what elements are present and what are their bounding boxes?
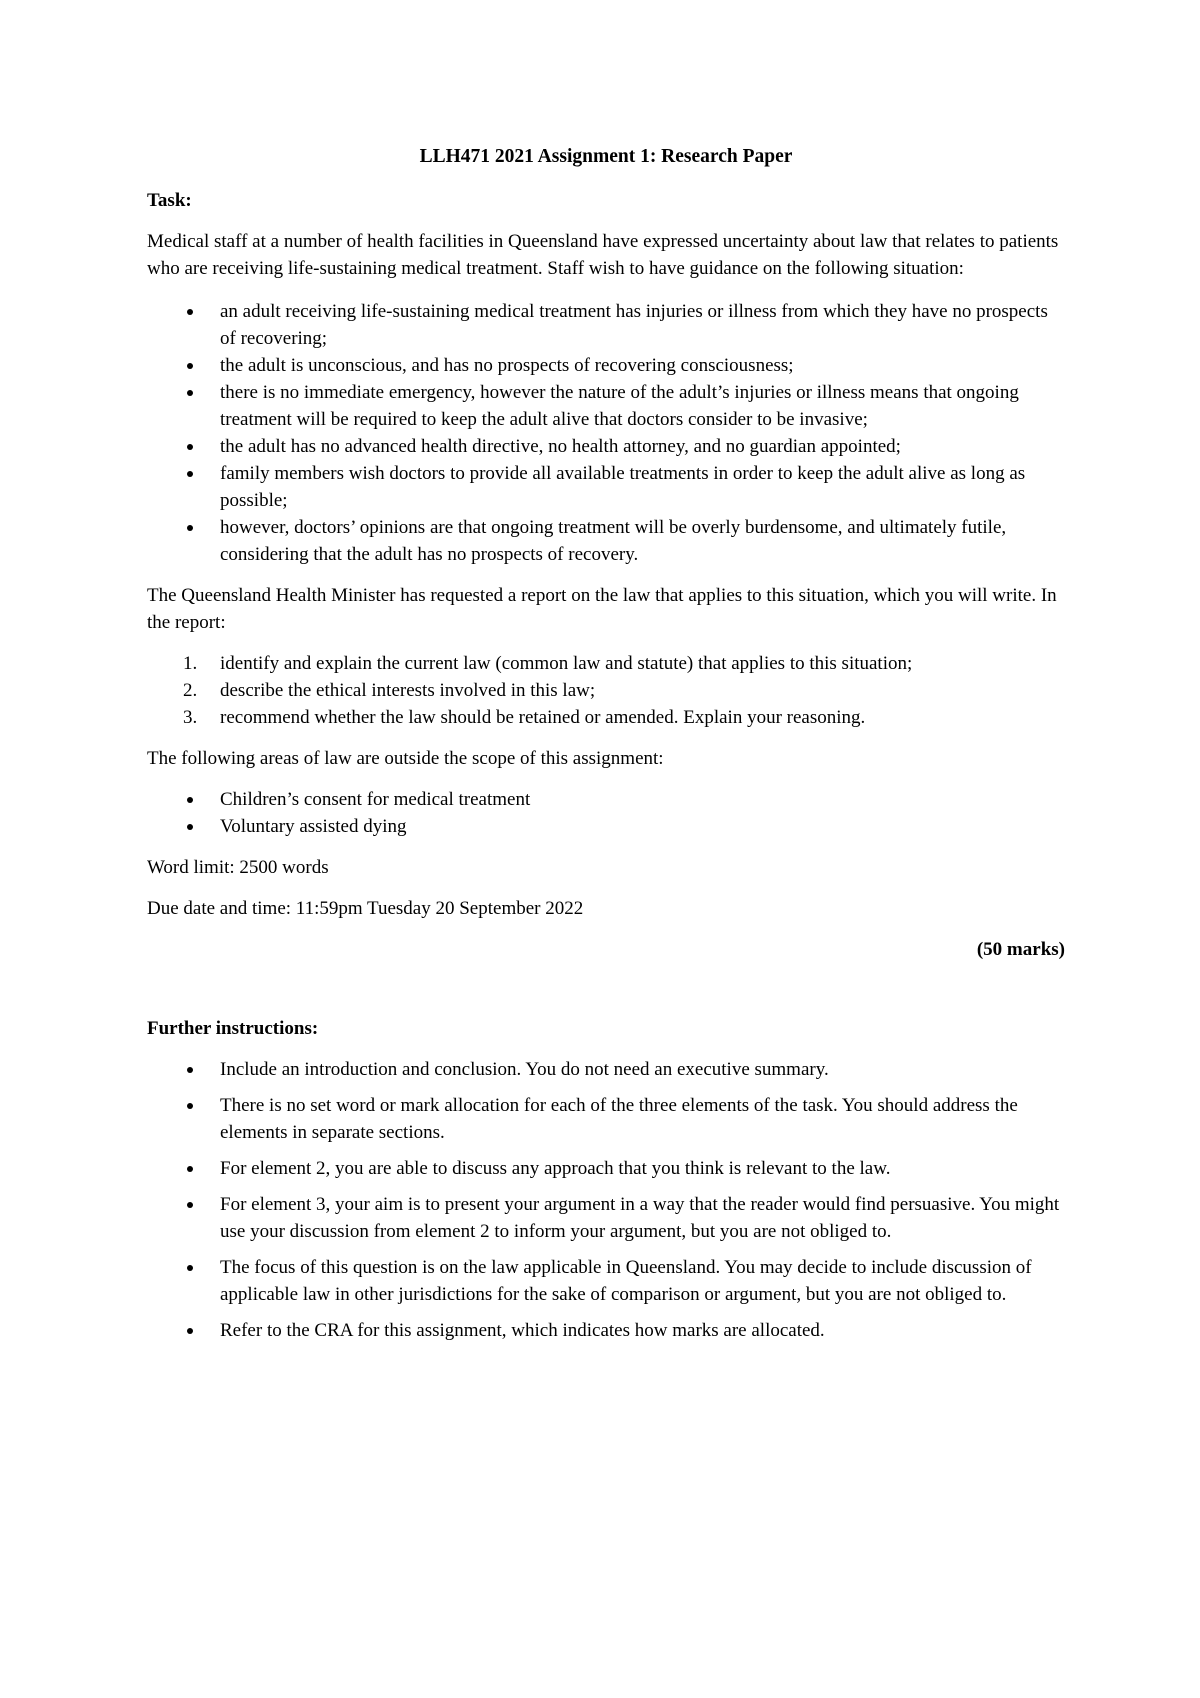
- scope-intro: The following areas of law are outside the scope of this assignment:: [147, 748, 664, 769]
- list-item: Refer to the CRA for this assignment, which indicates how marks are allocated.: [147, 1317, 1065, 1344]
- due-date: Due date and time: 11:59pm Tuesday 20 September 2022: [147, 898, 584, 919]
- list-item: Include an introduction and conclusion. You do not need an executive summary.: [147, 1056, 1065, 1083]
- scope-list: [147, 786, 1065, 840]
- task-heading: Task:: [147, 190, 192, 211]
- situation-list: [147, 298, 1065, 568]
- list-item: the adult has no advanced health directive, no health attorney, and no guardian appointed;: [147, 433, 1065, 460]
- list-item: For element 2, you are able to discuss any approach that you think is relevant to the law.: [147, 1155, 1065, 1182]
- word-limit: Word limit: 2500 words: [147, 857, 329, 878]
- list-item: there is no immediate emergency, however the nature of the adult’s injuries or illness means that ongoing treatment will be required to keep the adult alive that doctors consider to be invasive;: [147, 379, 1065, 433]
- report-intro: The Queensland Health Minister has requested a report on the law that applies to this situation, which you will write. In the report:: [147, 585, 1057, 633]
- marks-total: (50 marks): [976, 939, 1065, 960]
- report-items-list: [147, 650, 1065, 731]
- list-item: The focus of this question is on the law applicable in Queensland. You may decide to include discussion of applicable law in other jurisdictions for the sake of comparison or argument, but you are not obliged to.: [147, 1254, 1065, 1308]
- list-number: 2.: [183, 680, 198, 701]
- intro-paragraph: Medical staff at a number of health facilities in Queensland have expressed uncertainty about law that relates to patients who are receiving life-sustaining medical treatment. Staff wish to have guidance on the following situation:: [147, 231, 1059, 279]
- list-item: the adult is unconscious, and has no prospects of recovering consciousness;: [147, 352, 1065, 379]
- list-item-text: identify and explain the current law (common law and statute) that applies to this situation;: [220, 653, 913, 674]
- list-item: Children’s consent for medical treatment: [147, 786, 1065, 813]
- list-item: Voluntary assisted dying: [147, 813, 1065, 840]
- list-item: There is no set word or mark allocation for each of the three elements of the task. You should address the elements in separate sections.: [147, 1092, 1065, 1146]
- list-item: an adult receiving life-sustaining medical treatment has injuries or illness from which they have no prospects of recovering;: [147, 298, 1065, 352]
- list-item: For element 3, your aim is to present your argument in a way that the reader would find persuasive. You might use your discussion from element 2 to inform your argument, but you are not obliged to.: [147, 1191, 1065, 1245]
- list-item: family members wish doctors to provide all available treatments in order to keep the adult alive as long as possible;: [147, 460, 1065, 514]
- list-item: however, doctors’ opinions are that ongoing treatment will be overly burdensome, and ultimately futile, considering that the adult has no prospects of recovery.: [147, 514, 1065, 568]
- document-page: [147, 143, 1065, 1353]
- list-number: 1.: [183, 653, 198, 674]
- page-title: LLH471 2021 Assignment 1: Research Paper: [419, 146, 793, 167]
- list-item: [147, 704, 1065, 731]
- further-instructions-list: [147, 1056, 1065, 1344]
- further-instructions-heading: Further instructions:: [147, 1018, 319, 1039]
- list-item-text: describe the ethical interests involved in this law;: [220, 680, 596, 701]
- list-number: 3.: [183, 707, 198, 728]
- list-item: [147, 650, 1065, 677]
- list-item: [147, 677, 1065, 704]
- list-item-text: recommend whether the law should be retained or amended. Explain your reasoning.: [220, 707, 866, 728]
